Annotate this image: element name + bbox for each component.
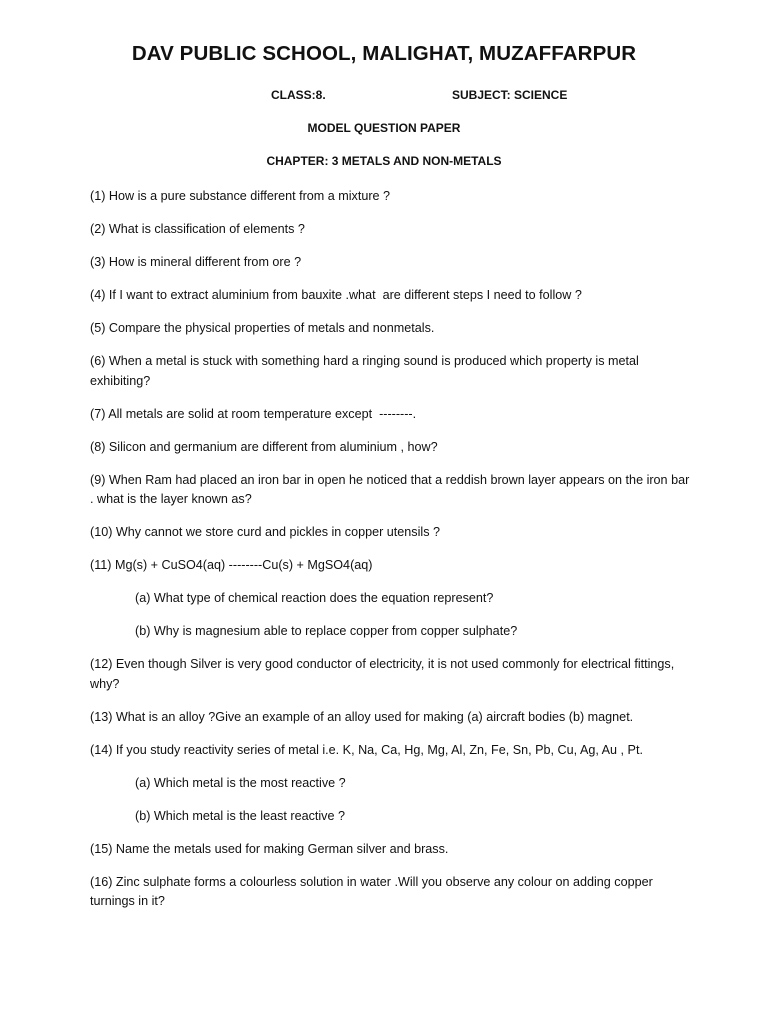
question-item: (3) How is mineral different from ore ? — [90, 255, 302, 269]
sub-question: (b) Which metal is the least reactive ? — [135, 808, 345, 823]
question-item: (7) All metals are solid at room temperature except --------. — [90, 406, 417, 421]
question-item: (10) Why cannot we store curd and pickles in copper utensils ? — [90, 525, 440, 539]
question-item: (15) Name the metals used for making German silver and brass. — [90, 841, 449, 856]
question-item: (6) When a metal is stuck with something hard a ringing sound is produced which property is metal exhibiting? — [90, 354, 643, 388]
question-item: (13) What is an alloy ?Give an example of an alloy used for making (a) aircraft bodies (b) magnet. — [90, 709, 634, 724]
question-item: (5) Compare the physical properties of metals and nonmetals. — [90, 321, 435, 335]
question-item: (14) If you study reactivity series of metal i.e. K, Na, Ca, Hg, Mg, Al, Zn, Fe, Sn, Pb, Cu, Ag, Au , Pt. — [90, 742, 643, 757]
question-item: (4) If I want to extract aluminium from bauxite .what are different steps I need to follow ? — [90, 288, 582, 302]
school-title: DAV PUBLIC SCHOOL, MALIGHAT, MUZAFFARPUR — [131, 42, 637, 65]
question-item: (2) What is classification of elements ? — [90, 222, 305, 236]
question-item: (8) Silicon and germanium are different from aluminium , how? — [90, 439, 438, 454]
class-label: CLASS:8. — [271, 88, 326, 102]
subject-label: SUBJECT: SCIENCE — [452, 88, 568, 102]
question-item: (12) Even though Silver is very good conductor of electricity, it is not used commonly for electrical fittings, why? — [90, 657, 678, 691]
question-item: (9) When Ram had placed an iron bar in open he noticed that a reddish brown layer appears on the iron bar . what is the layer known as? — [90, 472, 693, 506]
chapter-title: CHAPTER: 3 METALS AND NON-METALS — [266, 154, 502, 168]
sub-question: (a) What type of chemical reaction does the equation represent? — [135, 591, 494, 605]
question-item: (11) Mg(s) + CuSO4(aq) --------Cu(s) + MgSO4(aq) — [90, 558, 373, 572]
paper-title: MODEL QUESTION PAPER — [307, 121, 461, 135]
sub-question: (a) Which metal is the most reactive ? — [135, 775, 346, 790]
question-list — [90, 187, 693, 925]
question-item: (1) How is a pure substance different from a mixture ? — [90, 189, 391, 203]
question-item: (16) Zinc sulphate forms a colourless solution in water .Will you observe any colour on adding copper turnings in it? — [90, 874, 657, 908]
sub-question: (b) Why is magnesium able to replace copper from copper sulphate? — [135, 624, 518, 638]
